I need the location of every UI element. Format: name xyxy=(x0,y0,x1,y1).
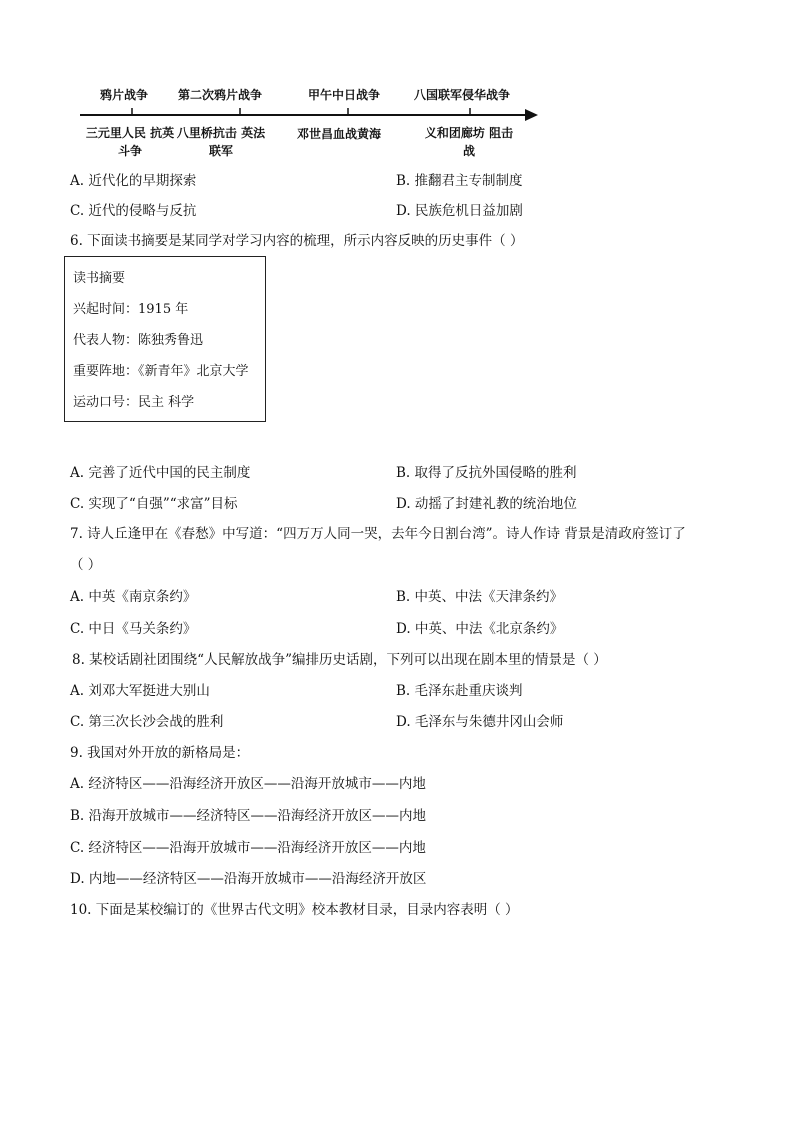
timeline-top-event: 八国联军侵华战争 xyxy=(414,88,511,102)
q8-option-c[interactable]: C. 第三次长沙会战的胜利 xyxy=(70,714,224,730)
q6-stem: 6. 下面读书摘要是某同学对学习内容的梳理，所示内容反映的历史事件（ ） xyxy=(70,233,524,249)
q6-option-a[interactable]: A. 完善了近代中国的民主制度 xyxy=(70,465,251,481)
timeline-axis xyxy=(70,104,540,126)
q7-option-c[interactable]: C. 中日《马关条约》 xyxy=(70,621,197,637)
reading-summary-box xyxy=(64,256,266,422)
q6-option-c[interactable]: C. 实现了“自强”“求富”目标 xyxy=(70,496,238,512)
q9-option-b[interactable]: B. 沿海开放城市——经济特区——沿海经济开放区——内地 xyxy=(70,808,427,824)
q5-option-b[interactable]: B. 推翻君主专制制度 xyxy=(396,173,523,189)
q5-option-d[interactable]: D. 民族危机日益加剧 xyxy=(396,203,523,219)
q7-paren: （ ） xyxy=(70,557,102,573)
q8-option-d[interactable]: D. 毛泽东与朱德井冈山会师 xyxy=(396,714,564,730)
timeline-top-event: 第二次鸦片战争 xyxy=(178,88,263,102)
q10-stem: 10. 下面是某校编订的《世界古代文明》校本教材目录，目录内容表明（ ） xyxy=(70,902,519,918)
timeline-top-event: 甲午中日战争 xyxy=(308,88,381,102)
box-people: 代表人物：陈独秀鲁迅 xyxy=(73,333,204,348)
q9-option-c[interactable]: C. 经济特区——沿海开放城市——沿海经济开放区——内地 xyxy=(70,840,426,856)
timeline-bottom-event: 义和团廊坊 阻击战 xyxy=(424,126,514,158)
timeline-top-event: 鸦片战争 xyxy=(100,88,149,102)
q5-option-c[interactable]: C. 近代的侵略与反抗 xyxy=(70,203,197,219)
q7-stem: 7. 诗人丘逢甲在《春愁》中写道：“四万万人同一哭，去年今日割台湾”。诗人作诗 背景是清政府签订了 xyxy=(70,526,686,542)
q8-option-a[interactable]: A. 刘邓大军挺进大别山 xyxy=(70,683,210,699)
q8-option-b[interactable]: B. 毛泽东赴重庆谈判 xyxy=(396,683,523,699)
timeline-bottom-event: 三元里人民 抗英斗争 xyxy=(85,126,175,158)
q8-stem: 8. 某校话剧社团围绕“人民解放战争”编排历史话剧，下列可以出现在剧本里的情景是（ ） xyxy=(72,652,607,668)
timeline-bottom-event: 八里桥抗击 英法联军 xyxy=(176,126,266,158)
q7-option-d[interactable]: D. 中英、中法《北京条约》 xyxy=(396,621,564,637)
box-time: 兴起时间：1915 年 xyxy=(73,302,189,317)
q9-option-d[interactable]: D. 内地——经济特区——沿海开放城市——沿海经济开放区 xyxy=(70,871,427,887)
timeline-bottom-event: 邓世昌血战黄海 xyxy=(297,127,382,141)
q5-option-a[interactable]: A. 近代化的早期探索 xyxy=(70,173,197,189)
q9-stem: 9. 我国对外开放的新格局是： xyxy=(70,745,250,761)
box-slogan: 运动口号：民主 科学 xyxy=(73,395,195,410)
q7-option-b[interactable]: B. 中英、中法《天津条约》 xyxy=(396,589,564,605)
q9-option-a[interactable]: A. 经济特区——沿海经济开放区——沿海开放城市——内地 xyxy=(70,776,426,792)
box-title: 读书摘要 xyxy=(73,271,126,286)
q6-option-d[interactable]: D. 动摇了封建礼教的统治地位 xyxy=(396,496,577,512)
q7-option-a[interactable]: A. 中英《南京条约》 xyxy=(70,589,197,605)
box-base: 重要阵地：《新青年》北京大学 xyxy=(73,364,249,379)
q6-option-b[interactable]: B. 取得了反抗外国侵略的胜利 xyxy=(396,465,577,481)
